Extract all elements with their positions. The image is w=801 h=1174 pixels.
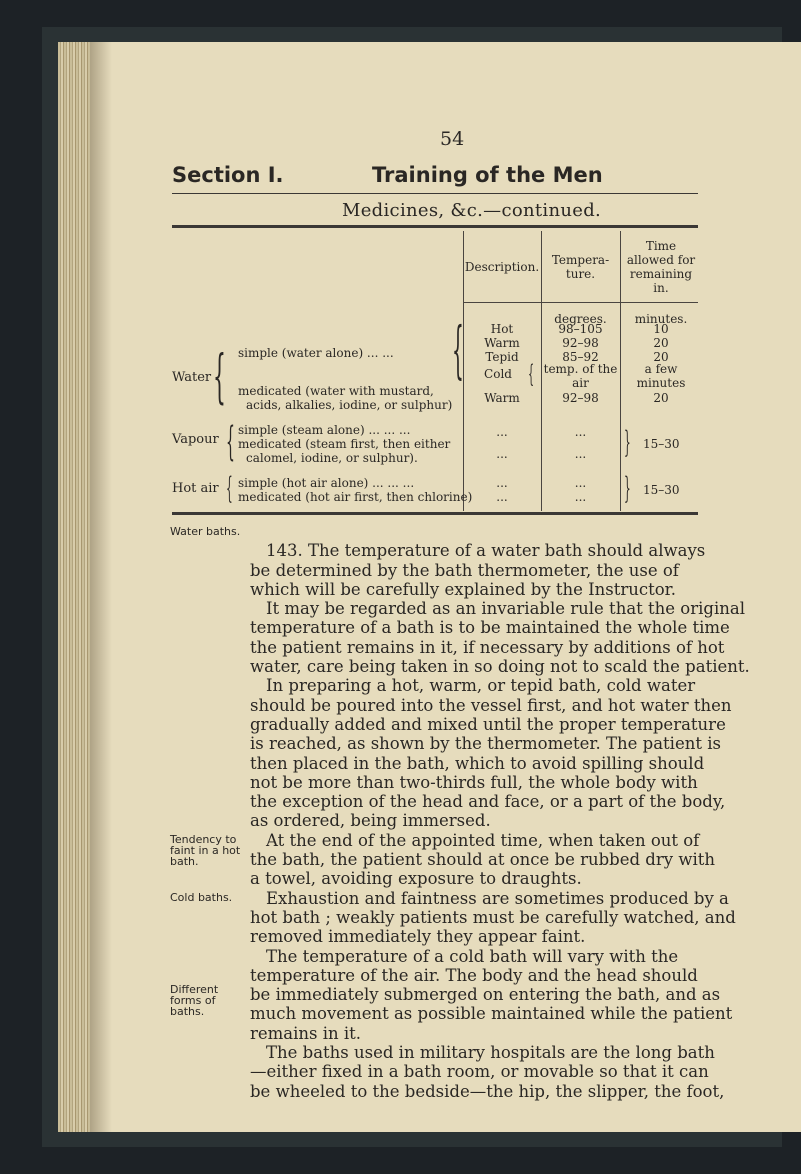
desc-tepid: Tepid <box>485 350 519 364</box>
time-hot: 10 <box>653 322 669 336</box>
body-line: temperature of a bath is to be maintained the whole time <box>250 618 730 638</box>
body-line: much movement as possible maintained while the patient <box>250 1004 733 1024</box>
vapour-temp-2: ... <box>574 447 587 461</box>
body-line: It may be regarded as an invariable rule that the original <box>266 599 745 619</box>
body-line: The temperature of a cold bath will vary with the <box>266 946 679 966</box>
hot-air-line-1: simple (hot air alone) ... ... ... <box>238 476 415 490</box>
body-line: temperature of the air. The body and the head should <box>250 965 698 985</box>
temp-warm: 92–98 <box>562 336 599 350</box>
hot-air-desc-1: ... <box>496 476 508 490</box>
body-line: removed immediately they appear faint. <box>250 927 586 947</box>
body-line: 143. The temperature of a water bath should always <box>266 541 706 561</box>
time-tepid: 20 <box>653 350 669 364</box>
body-line: the patient remains in it, if necessary by additions of hot <box>250 637 725 657</box>
vapour-line-1: simple (steam alone) ... ... ... <box>238 423 411 437</box>
body-line: At the end of the appointed time, when taken out of <box>266 830 700 850</box>
header-temperature: Tempera- ture. <box>551 253 610 281</box>
sidenote-water-baths: Water baths. <box>170 525 241 538</box>
body-text <box>250 522 750 1101</box>
hot-air-temp-2: ... <box>574 490 587 504</box>
desc-warm: Warm <box>484 336 520 350</box>
temp-tepid: 85–92 <box>562 350 599 364</box>
group-label-water: Water <box>172 370 212 385</box>
temp-warm-medicated: 92–98 <box>562 391 599 405</box>
unit-minutes: minutes. <box>634 312 688 326</box>
time-warm: 20 <box>653 336 669 350</box>
body-line: —either fixed in a bath room, or movable so that it can <box>250 1062 709 1082</box>
body-line: water, care being taken in so doing not to scald the patient. <box>250 657 750 677</box>
unit-degrees: degrees. <box>554 312 607 326</box>
body-line: The baths used in military hospitals are the long bath <box>266 1043 715 1063</box>
table-top-rule <box>172 225 698 228</box>
vapour-desc-2: ... <box>496 447 508 461</box>
body-line: the exception of the head and face, or a part of the body, <box>250 792 726 812</box>
temp-hot: 98–105 <box>558 322 603 336</box>
time-cold: a few minutes <box>636 362 686 390</box>
header-rule <box>172 193 698 194</box>
desc-cold: Cold <box>484 367 512 381</box>
sidenote-tendency: Tendency to faint in a hot bath. <box>170 833 241 868</box>
page-gutter-shadow <box>90 42 112 1132</box>
water-medicated-2: acids, alkalies, iodine, or sulphur) <box>246 398 453 412</box>
section-label: Section I. <box>172 163 284 187</box>
vapour-desc-1: ... <box>496 425 508 439</box>
group-label-vapour: Vapour <box>172 432 219 447</box>
page-number: 54 <box>440 128 465 150</box>
body-line: be immediately submerged on entering the bath, and as <box>250 985 721 1005</box>
vapour-line-3: calomel, iodine, or sulphur). <box>246 451 418 465</box>
vapour-time: 15–30 <box>643 437 680 451</box>
brace-water-right: { <box>452 313 464 386</box>
sidenote-cold-baths: Cold baths. <box>170 891 233 904</box>
sidenote-different: Different forms of baths. <box>170 983 219 1018</box>
body-line: In preparing a hot, warm, or tepid bath, cold water <box>266 676 696 696</box>
hot-air-desc-2: ... <box>496 490 508 504</box>
body-line: the bath, the patient should at once be rubbed dry with <box>250 850 715 870</box>
brace-vapour-time: } <box>624 425 631 460</box>
water-simple: simple (water alone) ... ... <box>238 346 394 360</box>
table-subheading: Medicines, &c.—continued. <box>342 200 602 221</box>
body-line: remains in it. <box>250 1023 362 1043</box>
page-title: Training of the Men <box>372 163 603 187</box>
body-line: is reached, as shown by the thermometer. The patient is <box>250 734 721 754</box>
body-line: gradually added and mixed until the proper temperature <box>250 714 726 734</box>
hot-air-temp-1: ... <box>574 476 587 490</box>
hot-air-time: 15–30 <box>643 483 680 497</box>
body-line: then placed in the bath, which to avoid spilling should <box>250 753 705 773</box>
brace-cold: { <box>528 360 535 388</box>
desc-warm-medicated: Warm <box>484 391 520 405</box>
body-line: as ordered, being immersed. <box>250 811 491 831</box>
table-bottom-rule <box>172 512 698 515</box>
time-warm-medicated: 20 <box>653 391 669 405</box>
brace-water: { <box>213 342 226 410</box>
temp-cold: temp. of the air <box>543 362 618 390</box>
water-medicated-1: medicated (water with mustard, <box>238 384 434 398</box>
table-header-rule <box>463 302 698 303</box>
body-line: hot bath ; weakly patients must be carefully watched, and <box>250 907 736 927</box>
body-line: not be more than two-thirds full, the whole body with <box>250 772 698 792</box>
paragraph-number <box>250 522 264 541</box>
brace-hot-air-time: } <box>624 471 631 506</box>
group-label-hot-air: Hot air <box>172 481 219 496</box>
vapour-line-2: medicated (steam first, then either <box>238 437 451 451</box>
body-line: which will be carefully explained by the Instructor. <box>250 579 676 599</box>
vapour-temp-1: ... <box>574 425 587 439</box>
body-line: Exhaustion and faintness are sometimes produced by a <box>266 888 729 908</box>
brace-vapour: { <box>226 419 235 465</box>
brace-hot-air: { <box>226 471 233 506</box>
header-description: Description. <box>464 260 540 274</box>
body-line: be wheeled to the bedside—the hip, the slipper, the foot, <box>250 1081 725 1101</box>
header-time: Time allowed for remaining in. <box>626 239 696 295</box>
desc-hot: Hot <box>490 322 514 336</box>
body-line: be determined by the bath thermometer, the use of <box>250 560 679 580</box>
body-line: should be poured into the vessel first, and hot water then <box>250 695 732 715</box>
body-line: a towel, avoiding exposure to draughts. <box>250 869 582 889</box>
hot-air-line-2: medicated (hot air first, then chlorine) <box>238 490 473 504</box>
